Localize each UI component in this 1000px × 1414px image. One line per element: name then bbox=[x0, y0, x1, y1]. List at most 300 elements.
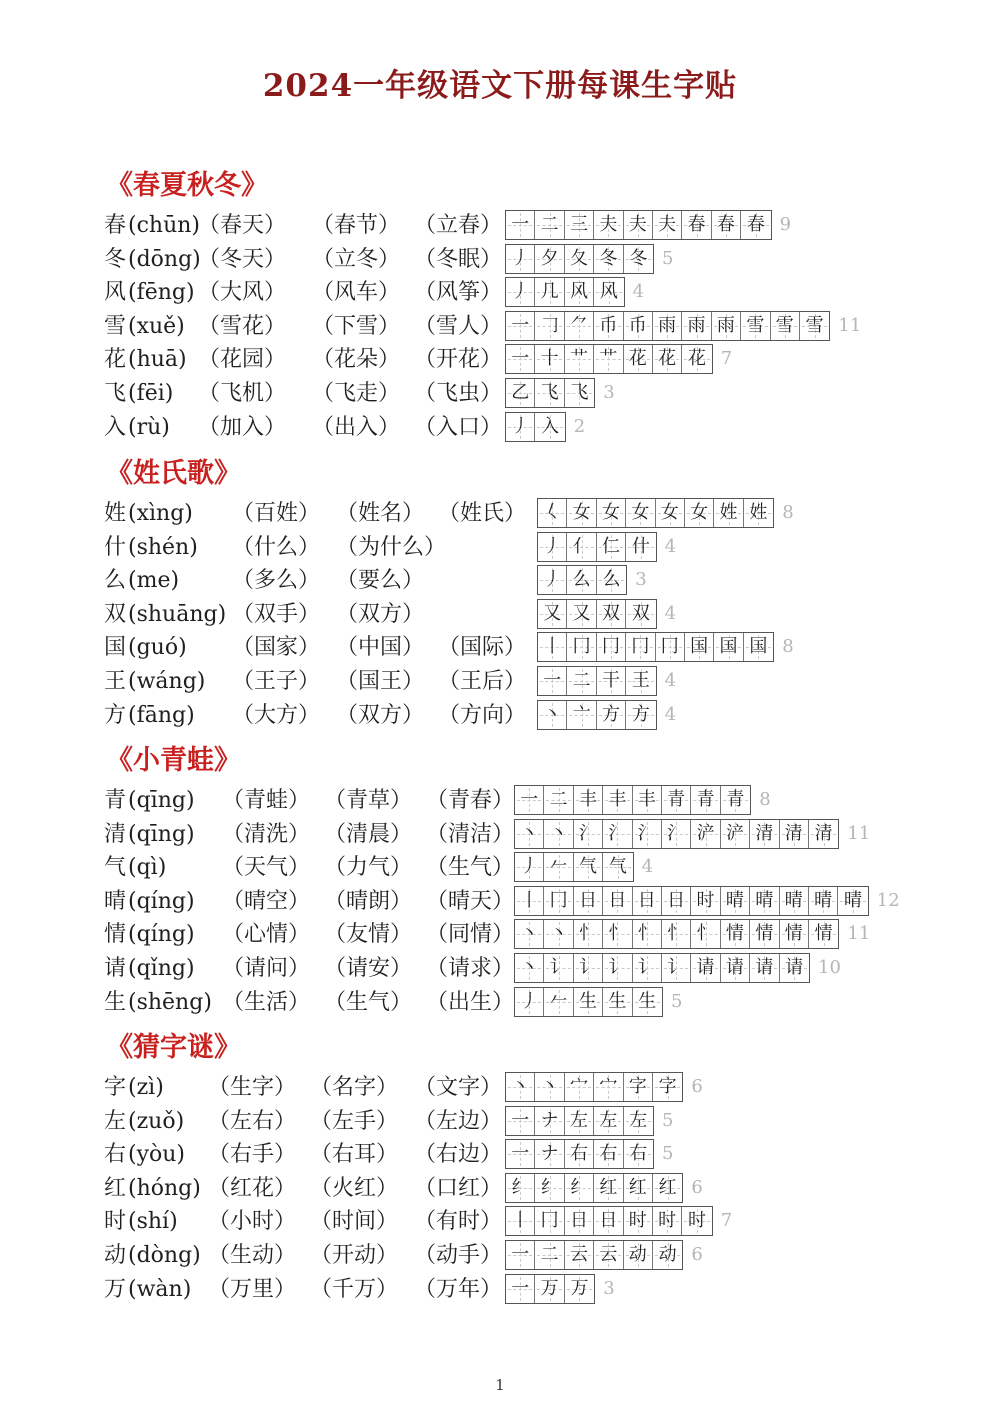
stroke-step: 纟 bbox=[569, 1176, 588, 1198]
stroke-step: 夫 bbox=[628, 214, 647, 235]
vocab-word: （青蛙） bbox=[222, 788, 311, 813]
stroke-cell bbox=[567, 533, 596, 561]
character-row bbox=[0, 633, 1000, 667]
stroke-cell bbox=[594, 1207, 623, 1235]
stroke-cell bbox=[594, 1073, 623, 1101]
stroke-step: 请 bbox=[785, 957, 804, 978]
stroke-cell bbox=[685, 633, 714, 661]
character: 什 bbox=[104, 534, 127, 560]
stroke-order-grid bbox=[537, 565, 627, 595]
pinyin: (qíng) bbox=[128, 888, 195, 914]
vocab-word: （入口） bbox=[414, 414, 503, 440]
stroke-step: 宀 bbox=[569, 1076, 588, 1097]
stroke-step: 讠 bbox=[578, 957, 597, 978]
stroke-cell bbox=[594, 1174, 623, 1202]
pinyin: (wáng) bbox=[128, 669, 206, 694]
lesson-title: 《春夏秋冬》 bbox=[106, 170, 268, 201]
vocab-word: （为什么） bbox=[336, 534, 447, 560]
vocab-word: （右手） bbox=[208, 1142, 297, 1168]
stroke-cell bbox=[506, 1241, 535, 1269]
stroke-step: 冂 bbox=[601, 636, 620, 658]
vocab-word: （双方） bbox=[336, 702, 425, 728]
stroke-cell bbox=[771, 312, 800, 340]
stroke-cell bbox=[515, 954, 544, 982]
stroke-step: 双 bbox=[601, 602, 620, 624]
pinyin: (qíng) bbox=[128, 922, 195, 948]
stroke-step: 丿 bbox=[511, 281, 530, 303]
stroke-order-grid bbox=[537, 666, 657, 696]
stroke-step: 丨 bbox=[520, 889, 539, 911]
character-row bbox=[0, 1107, 1000, 1141]
stroke-step: 二 bbox=[540, 1244, 559, 1265]
stroke-count: 8 bbox=[782, 502, 794, 523]
stroke-cell bbox=[567, 566, 596, 594]
stroke-step: 左 bbox=[629, 1109, 648, 1131]
lesson-section bbox=[0, 1025, 1000, 1305]
stroke-step: 干 bbox=[601, 670, 620, 691]
vocab-word: （请求） bbox=[426, 956, 515, 981]
stroke-step: 一 bbox=[511, 1244, 530, 1265]
vocab-word: （出生） bbox=[426, 989, 515, 1015]
character: 左 bbox=[104, 1108, 127, 1134]
pinyin: (shuāng) bbox=[128, 601, 227, 627]
stroke-cell bbox=[721, 887, 750, 915]
character-row bbox=[0, 701, 1000, 735]
page-title: 2024一年级语文下册每课生字贴 bbox=[262, 68, 738, 104]
character: 气 bbox=[104, 855, 127, 881]
stroke-count: 5 bbox=[662, 1143, 674, 1165]
vocab-word: （立冬） bbox=[312, 246, 401, 272]
stroke-step: 云 bbox=[599, 1244, 618, 1265]
stroke-step: 𡿨 bbox=[543, 502, 562, 523]
stroke-cell bbox=[538, 600, 567, 628]
stroke-cell bbox=[714, 633, 743, 661]
stroke-step: 生 bbox=[608, 990, 627, 1012]
stroke-cell bbox=[515, 820, 544, 848]
stroke-cell bbox=[624, 211, 653, 239]
stroke-cell bbox=[691, 786, 720, 814]
pinyin: (qǐng) bbox=[128, 956, 195, 981]
stroke-step: 丶 bbox=[549, 822, 568, 844]
pinyin: (dòng) bbox=[128, 1243, 201, 1268]
stroke-step: 花 bbox=[628, 348, 647, 370]
stroke-order-grid bbox=[505, 1206, 713, 1236]
pinyin: (fēng) bbox=[128, 280, 195, 306]
stroke-step: 雨 bbox=[687, 314, 706, 336]
stroke-step: 十 bbox=[540, 348, 559, 370]
stroke-cell bbox=[682, 211, 711, 239]
stroke-step: 日 bbox=[667, 889, 686, 911]
stroke-step: 𠂉 bbox=[549, 990, 568, 1012]
stroke-count: 4 bbox=[664, 670, 677, 691]
stroke-step: 氵 bbox=[608, 822, 627, 844]
stroke-cell bbox=[515, 988, 544, 1016]
character-row bbox=[0, 820, 1000, 854]
vocab-word: （清洁） bbox=[426, 821, 515, 847]
character-row bbox=[0, 1207, 1000, 1241]
stroke-cell bbox=[626, 633, 655, 661]
stroke-step: 红 bbox=[628, 1176, 647, 1198]
stroke-step: 亠 bbox=[572, 703, 591, 725]
stroke-cell bbox=[506, 1140, 535, 1168]
stroke-cell bbox=[594, 211, 623, 239]
stroke-count: 4 bbox=[664, 703, 677, 725]
vocab-word: （花园） bbox=[198, 347, 287, 373]
stroke-count: 8 bbox=[782, 636, 794, 658]
vocab-word: （生活） bbox=[222, 989, 311, 1015]
stroke-cell bbox=[662, 887, 691, 915]
stroke-order-grid bbox=[505, 412, 566, 442]
stroke-cell bbox=[809, 920, 838, 948]
stroke-cell bbox=[506, 345, 535, 373]
stroke-order-grid bbox=[514, 819, 839, 849]
stroke-step: 丶 bbox=[540, 1076, 559, 1097]
stroke-cell bbox=[633, 988, 662, 1016]
stroke-cell bbox=[633, 954, 662, 982]
vocab-word: （什么） bbox=[232, 534, 321, 560]
stroke-step: 双 bbox=[631, 602, 650, 624]
vocab-word: （双手） bbox=[232, 601, 321, 627]
stroke-count: 11 bbox=[847, 923, 871, 945]
pinyin: (zì) bbox=[128, 1075, 164, 1100]
stroke-cell bbox=[506, 1174, 535, 1202]
vocab-word: （下雪） bbox=[312, 313, 401, 339]
stroke-order-grid bbox=[514, 852, 634, 882]
stroke-cell bbox=[544, 786, 573, 814]
character: 国 bbox=[104, 635, 127, 661]
stroke-step: 雪 bbox=[746, 314, 765, 336]
stroke-step: 币 bbox=[628, 314, 647, 336]
stroke-step: 丨 bbox=[511, 1210, 530, 1232]
character-row bbox=[0, 312, 1000, 346]
stroke-cell bbox=[603, 820, 632, 848]
stroke-cell bbox=[624, 1107, 653, 1135]
stroke-step: 丰 bbox=[608, 789, 627, 810]
stroke-step: 丰 bbox=[637, 789, 656, 810]
vocab-word: （雪花） bbox=[198, 313, 287, 339]
vocab-word: （有时） bbox=[414, 1209, 503, 1235]
stroke-step: 丿 bbox=[511, 415, 530, 437]
stroke-step: 又 bbox=[572, 602, 591, 624]
pinyin: (rù) bbox=[128, 414, 170, 440]
character-row bbox=[0, 379, 1000, 413]
stroke-order-grid bbox=[505, 1173, 683, 1203]
stroke-step: 飞 bbox=[540, 382, 559, 403]
stroke-cell bbox=[515, 920, 544, 948]
vocab-word: （风车） bbox=[312, 280, 401, 306]
stroke-step: 浐 bbox=[725, 822, 744, 844]
stroke-step: 雪 bbox=[775, 314, 794, 336]
stroke-step: 夕 bbox=[540, 247, 559, 269]
stroke-step: 么 bbox=[572, 569, 591, 591]
stroke-cell bbox=[535, 1107, 564, 1135]
stroke-cell bbox=[535, 1207, 564, 1235]
stroke-step: 时 bbox=[688, 1210, 707, 1232]
stroke-cell bbox=[535, 312, 564, 340]
stroke-step: 冬 bbox=[599, 247, 618, 269]
stroke-step: 请 bbox=[696, 957, 715, 978]
character-row bbox=[0, 1140, 1000, 1174]
stroke-cell bbox=[750, 954, 779, 982]
stroke-cell bbox=[626, 499, 655, 527]
stroke-cell bbox=[538, 633, 567, 661]
stroke-cell bbox=[691, 820, 720, 848]
stroke-order-grid bbox=[514, 953, 810, 983]
stroke-step: 情 bbox=[725, 923, 744, 945]
stroke-step: 一 bbox=[511, 314, 530, 336]
pinyin: (xuě) bbox=[128, 313, 185, 339]
stroke-count: 6 bbox=[691, 1244, 703, 1265]
stroke-step: 忄 bbox=[696, 923, 715, 945]
vocab-word: （姓名） bbox=[336, 501, 425, 526]
page-number: 1 bbox=[495, 1376, 505, 1394]
stroke-cell bbox=[653, 1207, 682, 1235]
stroke-cell bbox=[653, 211, 682, 239]
stroke-cell bbox=[567, 701, 596, 729]
stroke-step: 方 bbox=[601, 703, 620, 725]
stroke-cell bbox=[565, 1241, 594, 1269]
stroke-order-grid bbox=[505, 1072, 683, 1102]
stroke-step: 万 bbox=[570, 1277, 589, 1299]
stroke-cell bbox=[838, 887, 867, 915]
stroke-step: 生 bbox=[578, 990, 597, 1012]
stroke-cell bbox=[682, 345, 711, 373]
stroke-cell bbox=[624, 312, 653, 340]
stroke-order-grid bbox=[505, 277, 625, 307]
stroke-step: 飞 bbox=[570, 382, 589, 403]
character-row bbox=[0, 954, 1000, 988]
stroke-cell bbox=[662, 786, 691, 814]
stroke-step: 时 bbox=[696, 889, 715, 911]
stroke-step: 丿 bbox=[520, 856, 539, 878]
stroke-cell bbox=[682, 312, 711, 340]
stroke-count: 4 bbox=[664, 535, 677, 557]
stroke-cell bbox=[544, 820, 573, 848]
stroke-cell bbox=[544, 988, 573, 1016]
stroke-cell bbox=[597, 667, 626, 695]
vocab-word: （万年） bbox=[414, 1276, 503, 1302]
stroke-cell bbox=[594, 312, 623, 340]
stroke-order-grid bbox=[505, 1106, 654, 1136]
stroke-count: 4 bbox=[632, 281, 645, 303]
stroke-cell bbox=[653, 1241, 682, 1269]
stroke-cell bbox=[685, 499, 714, 527]
pinyin: (shí) bbox=[128, 1209, 178, 1235]
stroke-count: 11 bbox=[847, 822, 871, 844]
stroke-cell bbox=[544, 920, 573, 948]
vocab-word: （请安） bbox=[324, 956, 413, 981]
stroke-order-grid bbox=[514, 987, 663, 1017]
pinyin: (shén) bbox=[128, 534, 198, 560]
stroke-step: 日 bbox=[608, 889, 627, 911]
stroke-order-grid bbox=[505, 1139, 654, 1169]
stroke-cell bbox=[565, 379, 594, 407]
stroke-cell bbox=[603, 920, 632, 948]
stroke-cell bbox=[515, 887, 544, 915]
vocab-word: （中国） bbox=[336, 635, 425, 661]
stroke-step: 雪 bbox=[805, 314, 824, 336]
stroke-count: 2 bbox=[573, 415, 586, 437]
character: 生 bbox=[104, 989, 127, 1015]
vocab-word: （飞走） bbox=[312, 381, 401, 406]
character: 入 bbox=[104, 414, 127, 440]
stroke-step: 日 bbox=[637, 889, 656, 911]
stroke-count: 6 bbox=[691, 1176, 703, 1198]
stroke-step: 花 bbox=[688, 348, 707, 370]
stroke-cell bbox=[506, 312, 535, 340]
vocab-word: （雪人） bbox=[414, 313, 503, 339]
stroke-cell bbox=[574, 988, 603, 1016]
stroke-step: 丰 bbox=[578, 789, 597, 810]
stroke-order-grid bbox=[505, 244, 654, 274]
stroke-order-grid bbox=[505, 210, 772, 240]
stroke-cell bbox=[744, 499, 773, 527]
stroke-cell bbox=[535, 1174, 564, 1202]
vocab-word: （国王） bbox=[336, 669, 425, 694]
vocab-word: （晴天） bbox=[426, 888, 515, 914]
stroke-step: 冂 bbox=[660, 636, 679, 658]
character: 冬 bbox=[104, 246, 127, 272]
vocab-word: （清晨） bbox=[324, 821, 413, 847]
pinyin: (wàn) bbox=[128, 1276, 192, 1302]
stroke-cell bbox=[809, 820, 838, 848]
stroke-count: 6 bbox=[691, 1076, 703, 1097]
stroke-cell bbox=[565, 312, 594, 340]
stroke-cell bbox=[594, 245, 623, 273]
vocab-word: （晴朗） bbox=[324, 888, 413, 914]
stroke-cell bbox=[750, 820, 779, 848]
pinyin: (hóng) bbox=[128, 1175, 201, 1201]
character-row bbox=[0, 887, 1000, 921]
vocab-word: （右边） bbox=[414, 1142, 503, 1168]
character-row bbox=[0, 920, 1000, 954]
character-row bbox=[0, 1275, 1000, 1309]
stroke-cell bbox=[574, 786, 603, 814]
character: 红 bbox=[104, 1175, 127, 1201]
stroke-step: 右 bbox=[569, 1143, 588, 1165]
stroke-order-grid bbox=[537, 532, 657, 562]
stroke-cell bbox=[624, 1140, 653, 1168]
stroke-cell bbox=[506, 211, 535, 239]
stroke-cell bbox=[535, 345, 564, 373]
vocab-word: （国际） bbox=[438, 635, 527, 661]
vocab-word: （姓氏） bbox=[438, 501, 527, 526]
stroke-cell bbox=[691, 887, 720, 915]
stroke-step: 字 bbox=[628, 1076, 647, 1097]
vocab-word: （心情） bbox=[222, 922, 311, 948]
vocab-word: （开动） bbox=[310, 1243, 399, 1268]
stroke-step: 币 bbox=[599, 314, 618, 336]
stroke-step: 国 bbox=[690, 636, 709, 658]
stroke-order-grid bbox=[514, 886, 869, 916]
stroke-count: 9 bbox=[779, 214, 792, 235]
stroke-step: 女 bbox=[631, 502, 650, 523]
stroke-cell bbox=[712, 211, 741, 239]
stroke-cell bbox=[721, 786, 750, 814]
stroke-order-grid bbox=[514, 785, 751, 815]
stroke-order-grid bbox=[505, 1240, 683, 1270]
stroke-step: 左 bbox=[599, 1109, 618, 1131]
stroke-step: 讠 bbox=[549, 957, 568, 978]
stroke-cell bbox=[538, 667, 567, 695]
stroke-step: 青 bbox=[667, 789, 686, 810]
stroke-cell bbox=[653, 1174, 682, 1202]
stroke-cell bbox=[565, 1140, 594, 1168]
vocab-word: （大风） bbox=[198, 280, 287, 306]
stroke-count: 3 bbox=[603, 382, 615, 403]
vocab-word: （飞机） bbox=[198, 381, 287, 406]
vocab-word: （文字） bbox=[414, 1075, 503, 1100]
stroke-cell bbox=[506, 278, 535, 306]
vocab-word: （红花） bbox=[208, 1175, 297, 1201]
stroke-cell bbox=[567, 499, 596, 527]
stroke-step: 动 bbox=[628, 1244, 647, 1265]
vocab-word: （左边） bbox=[414, 1108, 503, 1134]
stroke-cell bbox=[594, 1140, 623, 1168]
stroke-cell bbox=[574, 954, 603, 982]
vocab-word: （右耳） bbox=[310, 1142, 399, 1168]
stroke-order-grid bbox=[505, 378, 595, 408]
stroke-cell bbox=[506, 1275, 535, 1303]
stroke-count: 3 bbox=[635, 569, 647, 591]
stroke-step: 忄 bbox=[637, 923, 656, 945]
stroke-count: 7 bbox=[720, 348, 733, 370]
stroke-cell bbox=[535, 1140, 564, 1168]
stroke-step: 丶 bbox=[549, 923, 568, 945]
stroke-step: 浐 bbox=[696, 822, 715, 844]
character: 右 bbox=[104, 1142, 127, 1168]
stroke-cell bbox=[603, 887, 632, 915]
vocab-word: （飞虫） bbox=[414, 381, 503, 406]
stroke-step: 丶 bbox=[520, 822, 539, 844]
stroke-step: 宀 bbox=[599, 1076, 618, 1097]
character: 春 bbox=[104, 213, 127, 238]
stroke-cell bbox=[744, 633, 773, 661]
vocab-word: （风筝） bbox=[414, 280, 503, 306]
stroke-count: 8 bbox=[759, 789, 771, 810]
stroke-step: 王 bbox=[631, 670, 650, 691]
pinyin: (qīng) bbox=[128, 788, 195, 813]
stroke-step: 一 bbox=[511, 1277, 530, 1299]
stroke-cell bbox=[633, 820, 662, 848]
vocab-word: （王子） bbox=[232, 669, 321, 694]
stroke-step: 什 bbox=[631, 535, 650, 557]
stroke-cell bbox=[597, 566, 626, 594]
character-row bbox=[0, 667, 1000, 701]
stroke-cell bbox=[712, 312, 741, 340]
stroke-step: 女 bbox=[660, 502, 679, 523]
stroke-step: 红 bbox=[599, 1176, 618, 1198]
vocab-word: （冬天） bbox=[198, 246, 287, 272]
stroke-order-grid bbox=[537, 700, 657, 730]
character: 清 bbox=[104, 821, 127, 847]
stroke-step: 女 bbox=[601, 502, 620, 523]
stroke-step: 云 bbox=[569, 1244, 588, 1265]
stroke-step: 纟 bbox=[511, 1176, 530, 1198]
stroke-step: 晴 bbox=[843, 889, 862, 911]
stroke-step: 晴 bbox=[755, 889, 774, 911]
stroke-order-grid bbox=[505, 344, 713, 374]
stroke-cell bbox=[535, 278, 564, 306]
pinyin: (fēi) bbox=[128, 381, 174, 406]
stroke-step: 青 bbox=[726, 789, 745, 810]
stroke-step: 清 bbox=[814, 822, 833, 844]
vocab-word: （生气） bbox=[426, 855, 515, 881]
stroke-step: 右 bbox=[629, 1143, 648, 1165]
stroke-order-grid bbox=[537, 498, 774, 528]
stroke-cell bbox=[653, 345, 682, 373]
stroke-step: 情 bbox=[814, 923, 833, 945]
